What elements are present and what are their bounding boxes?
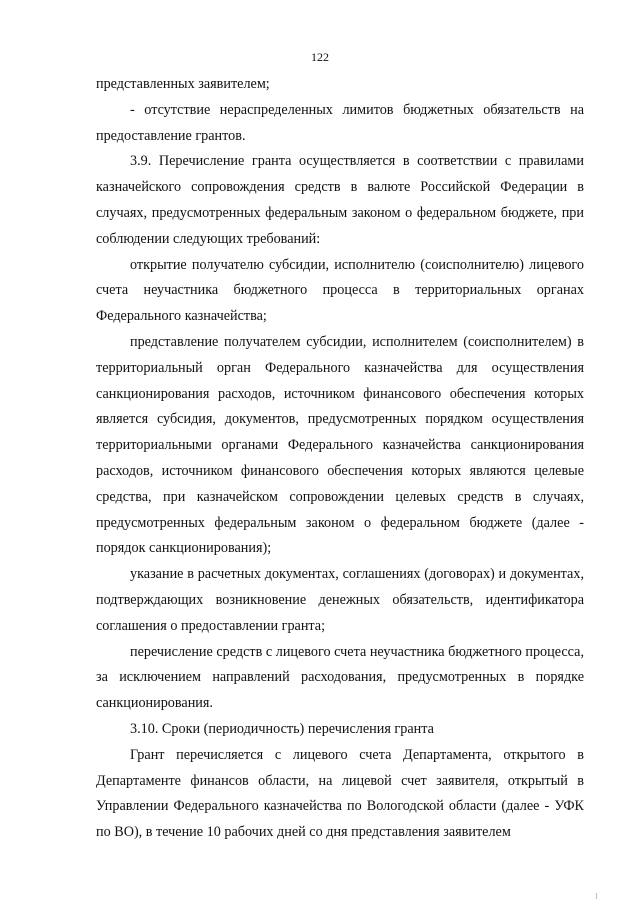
paragraph-continuation: представленных заявителем; — [96, 76, 270, 92]
section-heading-3-10: 3.10. Сроки (периодичность) перечисления гранта — [130, 720, 434, 737]
scan-mark — [596, 893, 597, 899]
paragraph-list-item-limits: - отсутствие нераспределенных лимитов бюджетных обязательств на предоставление грантов. — [96, 101, 584, 144]
document-body — [96, 72, 584, 846]
paragraph-grant-transfer: Грант перечисляется с лицевого счета Департамента, открытого в Департаменте финансов области, на лицевой счет заявителя, открытый в Управлении Федерального казначейства по Вологодской области (далее - УФК по ВО), в течение 10 рабочих дней со дня представления заявителем — [96, 746, 584, 841]
page-number: 122 — [311, 50, 329, 64]
paragraph-requirement-account: открытие получателю субсидии, исполнителю (соисполнителю) лицевого счета неучастника бюджетного процесса в территориальных органах Федерального казначейства; — [96, 256, 584, 325]
paragraph-requirement-documents: представление получателем субсидии, исполнителем (соисполнителем) в территориальный орган Федерального казначейства для осуществления санкционирования расходов, источником финансового обеспечения которых является субсидия, документов, предусмотренных порядком осуществления территориальными органами Федерального казначейства санкционирования расходов, источником финансового обеспечения которых являются целевые средства, при казначейском сопровождении целевых средств в случаях, предусмотренных федеральным законом о федеральном бюджете (далее - порядок санкционирования); — [96, 333, 584, 557]
paragraph-requirement-transfer: перечисление средств с лицевого счета неучастника бюджетного процесса, за исключением направлений расходования, предусмотренных в порядке санкционирования. — [96, 643, 584, 712]
paragraph-3-9: 3.9. Перечисление гранта осуществляется в соответствии с правилами казначейского сопровождения средств в валюте Российской Федерации в случаях, предусмотренных федеральным законом о федеральном бюджете, при соблюдении следующих требований: — [96, 153, 584, 247]
paragraph-requirement-identifier: указание в расчетных документах, соглашениях (договорах) и документах, подтверждающих возникновение денежных обязательств, идентификатора соглашения о предоставлении гранта; — [96, 566, 584, 634]
